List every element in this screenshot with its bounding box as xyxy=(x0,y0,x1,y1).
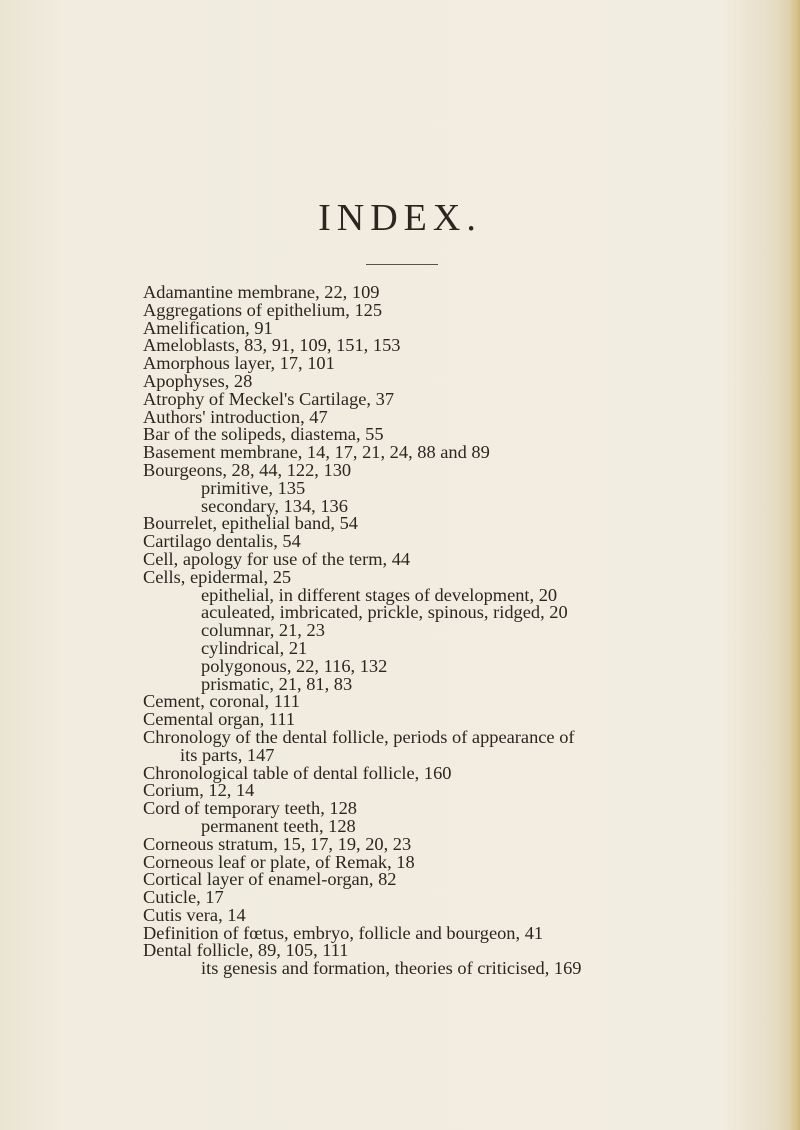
index-entry: Corneous stratum, 15, 17, 19, 20, 23 xyxy=(143,833,412,854)
index-entry: Chronology of the dental follicle, periods of appearance of xyxy=(143,726,575,747)
index-entry: Corium, 12, 14 xyxy=(143,780,255,801)
index-subentry: prismatic, 21, 81, 83 xyxy=(201,673,353,694)
index-entry-continuation: its parts, 147 xyxy=(180,744,275,765)
index-entry: Corneous leaf or plate, of Remak, 18 xyxy=(143,851,415,872)
index-entry: Atrophy of Meckel's Cartilage, 37 xyxy=(143,388,395,409)
index-entry: Cell, apology for use of the term, 44 xyxy=(143,548,411,569)
index-entry: Amelification, 91 xyxy=(143,317,273,338)
index-entry: Cord of temporary teeth, 128 xyxy=(143,798,357,819)
index-entry: Basement membrane, 14, 17, 21, 24, 88 and 89 xyxy=(143,442,490,463)
index-entry: Chronological table of dental follicle, 160 xyxy=(143,762,452,783)
index-entry: Bar of the solipeds, diastema, 55 xyxy=(143,424,384,445)
index-entry: Adamantine membrane, 22, 109 xyxy=(143,282,380,302)
index-subentry: aculeated, imbricated, prickle, spinous, ridged, 20 xyxy=(201,602,568,623)
index-entry: Aggregations of epithelium, 125 xyxy=(143,299,383,320)
index-subentry: cylindrical, 21 xyxy=(201,637,308,658)
index-entry: Bourgeons, 28, 44, 122, 130 xyxy=(143,459,352,480)
page-edge-shading xyxy=(790,0,800,1130)
index-subentry: columnar, 21, 23 xyxy=(201,620,325,641)
index-entry: Cuticle, 17 xyxy=(143,887,224,908)
index-entry: Cutis vera, 14 xyxy=(143,904,246,925)
index-entry: Ameloblasts, 83, 91, 109, 151, 153 xyxy=(143,335,401,356)
index-entries xyxy=(143,284,783,978)
index-entry: Cells, epidermal, 25 xyxy=(143,566,292,587)
title-rule xyxy=(366,264,438,265)
page-title: INDEX. xyxy=(318,197,482,239)
index-entry: Dental follicle, 89, 105, 111 xyxy=(143,940,349,961)
index-subentry: secondary, 134, 136 xyxy=(201,495,348,516)
index-entry: Authors' introduction, 47 xyxy=(143,406,328,427)
index-entry: Cortical layer of enamel-organ, 82 xyxy=(143,869,397,890)
index-subentry: primitive, 135 xyxy=(201,477,306,498)
index-entry: Apophyses, 28 xyxy=(143,370,253,391)
index-subentry: epithelial, in different stages of development, 20 xyxy=(201,584,558,605)
index-entry: Bourrelet, epithelial band, 54 xyxy=(143,513,359,534)
index-subentry: permanent teeth, 128 xyxy=(201,815,356,836)
index-entry: Cement, coronal, 111 xyxy=(143,691,300,712)
index-entry: Definition of fœtus, embryo, follicle and bourgeon, 41 xyxy=(143,922,544,943)
index-entry: Cemental organ, 111 xyxy=(143,709,296,730)
index-subentry: polygonous, 22, 116, 132 xyxy=(201,655,388,676)
index-entry: Cartilago dentalis, 54 xyxy=(143,531,301,552)
index-subentry: its genesis and formation, theories of criticised, 169 xyxy=(201,958,582,979)
index-entry: Amorphous layer, 17, 101 xyxy=(143,353,335,374)
